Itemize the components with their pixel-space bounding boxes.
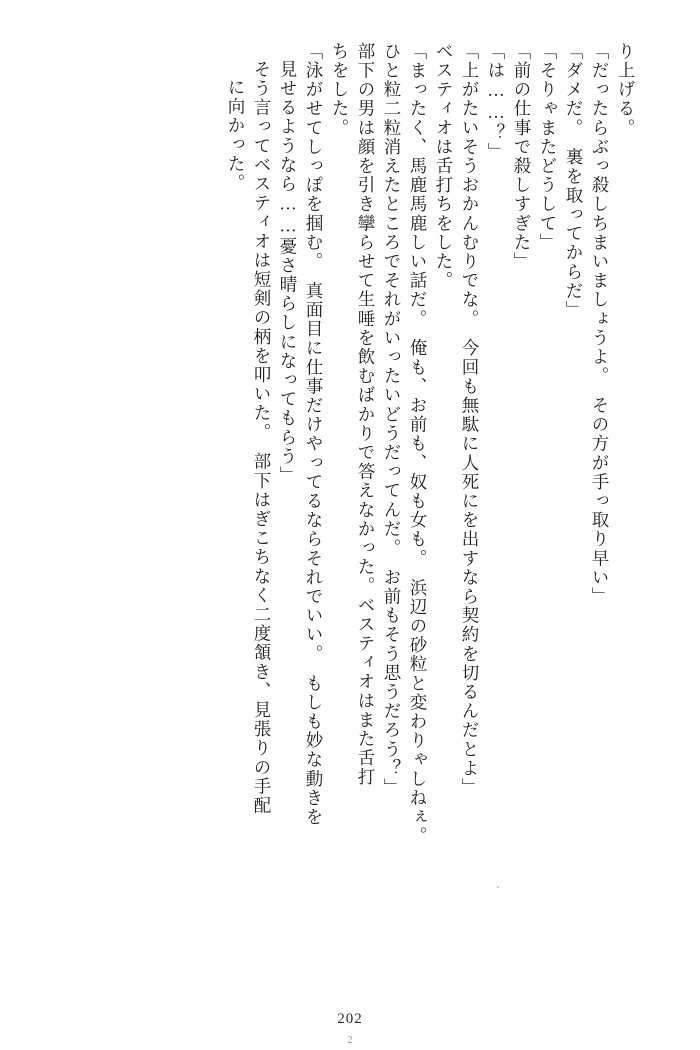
text-column: り上げる。 [616,42,636,138]
page-number: 202 [337,1011,363,1027]
text-column: そう言ってベスティオは短剣の柄を叩いた。 部下はぎこちなく二度頷き、見張りの手配 [252,60,272,816]
text-column: 「泳がせてしっぽを掴む。 真面目に仕事だけやってるならそれでいい。 もしも妙な動きを [304,42,324,827]
page-number-sub: 2 [347,1035,353,1046]
text-column: 「は……？」 [486,42,506,162]
paper-speck [497,886,499,888]
text-column: 見せるようなら……憂さ晴らしになってもらう」 [278,60,298,486]
text-column: 「まったく、馬鹿馬鹿しい話だ。 俺も、お前も、奴も女も。 浜辺の砂粒と変わりゃしねぇ。 [408,42,428,846]
text-column: 「前の仕事で殺しすぎた」 [512,42,532,272]
text-column: ベスティオは舌打ちをした。 [434,42,454,291]
text-column: ちをした。 [330,42,350,138]
text-column: に向かった。 [226,78,246,193]
text-column: 部下の男は顔を引き攣らせて生唾を飲むばかりで答えなかった。ベスティオはまた舌打 [356,42,376,787]
text-column: 「だったらぶっ殺しちまいましょうよ。 その方が手っ取り早い」 [590,42,610,607]
text-column: 「上がたいそうおかんむりでな。 今回も無駄に人死にを出すなら契約を切るんだとよ」 [460,42,480,798]
text-column: 「そりゃまたどうして」 [538,42,558,253]
vertical-text-body [74,42,634,992]
text-column: 「ダメだ。 裏を取ってからだ」 [564,42,584,320]
text-column: ひと粒二粒消えたところでそれがいったいどうだってんだ。 お前もそう思うだろう？」 [382,42,402,798]
